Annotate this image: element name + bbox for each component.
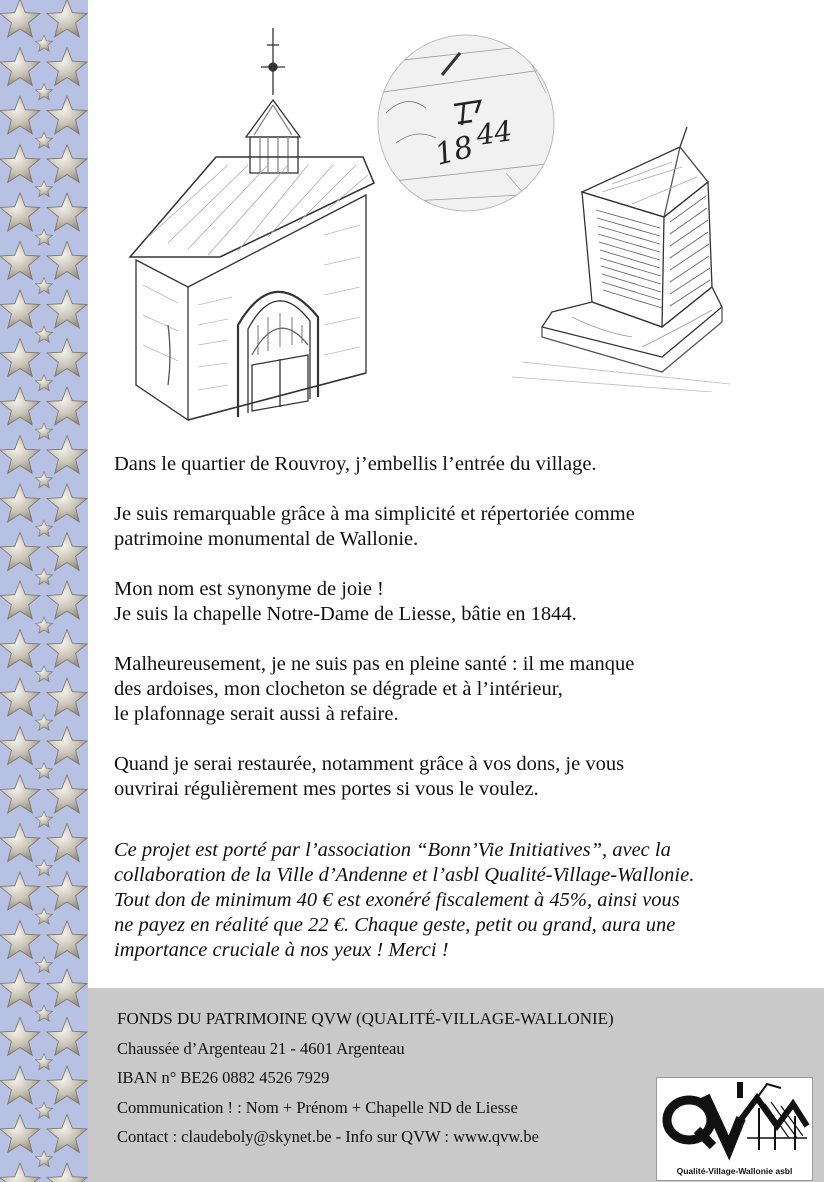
star-icon [35, 1102, 52, 1118]
bell-tower-drawing [512, 122, 730, 392]
footer-title: FONDS DU PATRIMOINE QVW (QUALITÉ-VILLAGE-WALLONIE) [117, 1009, 614, 1028]
star-icon [35, 714, 52, 730]
star-icon [47, 145, 87, 183]
star-icon [0, 0, 40, 37]
star-icon [0, 969, 40, 1007]
paragraph [114, 502, 814, 552]
project-note-line: Tout don de minimum 40 € est exonéré fiscalement à 45%, ainsi vous [114, 889, 680, 911]
star-icon [47, 533, 87, 571]
star-icon [47, 0, 87, 37]
paragraph-line: Dans le quartier de Rouvroy, j’embellis l’entrée du village. [114, 453, 597, 475]
star-icon [35, 811, 52, 827]
footer-iban: IBAN n° BE26 0882 4526 7929 [117, 1068, 330, 1087]
star-icon [35, 472, 52, 488]
star-icon [0, 193, 40, 231]
star-icon [47, 921, 87, 959]
paragraph-line: Malheureusement, je ne suis pas en pleine santé : il me manque [114, 653, 635, 675]
star-icon [0, 1066, 40, 1104]
star-icon [35, 84, 52, 100]
star-icon [0, 436, 40, 474]
star-icon [47, 96, 87, 134]
paragraph-line: des ardoises, mon clocheton se dégrade et à l’intérieur, [114, 678, 563, 700]
star-icon [0, 630, 40, 668]
star-pattern [0, 0, 88, 1182]
star-icon [0, 872, 40, 910]
star-icon [47, 727, 87, 765]
star-icon [47, 872, 87, 910]
star-icon [35, 181, 52, 197]
footer-address: Chaussée d’Argenteau 21 - 4601 Argenteau [117, 1038, 405, 1058]
inscription-year-bottom: 44 [474, 114, 515, 152]
footer-communication: Communication ! : Nom + Prénom + Chapelle ND de Liesse [117, 1097, 518, 1117]
star-icon [47, 630, 87, 668]
star-icon [47, 775, 87, 813]
logo-caption: Qualité-Village-Wallonie asbl [676, 1166, 793, 1176]
star-icon [0, 678, 40, 716]
star-icon [47, 387, 87, 425]
star-icon [0, 921, 40, 959]
star-icon [35, 278, 52, 294]
star-icon [35, 229, 52, 245]
star-icon [47, 1115, 87, 1153]
star-icon [35, 1054, 52, 1070]
project-note-line: collaboration de la Ville d’Andenne et l’asbl Qualité-Village-Wallonie. [114, 864, 695, 886]
project-note-line: Ce projet est porté par l’association “Bonn’Vie Initiatives”, avec la [114, 839, 671, 861]
star-icon [0, 533, 40, 571]
star-icon [35, 35, 52, 51]
project-note-line: importance cruciale à nos yeux ! Merci ! [114, 939, 449, 961]
paragraph [114, 452, 814, 477]
paragraph [114, 577, 814, 627]
star-icon [0, 339, 40, 377]
star-icon [0, 387, 40, 425]
star-icon [47, 193, 87, 231]
star-icon [35, 520, 52, 536]
star-icon [0, 290, 40, 328]
star-icon [35, 617, 52, 633]
star-icon [47, 48, 87, 86]
star-icon [47, 436, 87, 474]
inscription-year-top: 18 [431, 129, 477, 173]
star-icon [47, 824, 87, 862]
paragraph-line: Je suis remarquable grâce à ma simplicité et répertoriée comme [114, 503, 635, 525]
star-icon [35, 666, 52, 682]
body-text [114, 452, 814, 827]
star-icon [35, 326, 52, 342]
paragraph-line: le plafonnage serait aussi à refaire. [114, 703, 399, 725]
star-icon [0, 824, 40, 862]
paragraph-line: Je suis la chapelle Notre-Dame de Liesse, bâtie en 1844. [114, 603, 577, 625]
star-icon [0, 581, 40, 619]
star-icon [0, 96, 40, 134]
star-icon [0, 1163, 40, 1182]
project-note-line: ne payez en réalité que 22 €. Chaque geste, petit ou grand, aura une [114, 914, 676, 936]
star-icon [0, 775, 40, 813]
paragraph-line: patrimoine monumental de Wallonie. [114, 528, 419, 550]
star-icon [35, 908, 52, 924]
star-icon [35, 375, 52, 391]
chapel-drawing [128, 25, 386, 430]
star-icon [0, 1018, 40, 1056]
star-icon [47, 581, 87, 619]
star-icon [0, 242, 40, 280]
star-icon [0, 484, 40, 522]
star-icon [47, 339, 87, 377]
star-icon [35, 763, 52, 779]
paragraph [114, 652, 814, 727]
paragraph-line: Quand je serai restaurée, notamment grâce à vos dons, je vous [114, 753, 625, 775]
star-icon [35, 423, 52, 439]
star-icon [47, 484, 87, 522]
star-icon [35, 860, 52, 876]
star-icon [0, 145, 40, 183]
project-note [114, 838, 824, 963]
star-icon [0, 1115, 40, 1153]
star-icon [47, 969, 87, 1007]
footer-panel [88, 988, 824, 1182]
star-icon [0, 48, 40, 86]
star-icon [0, 727, 40, 765]
star-icon [35, 569, 52, 585]
star-icon [35, 132, 52, 148]
star-icon [47, 290, 87, 328]
star-icon [35, 957, 52, 973]
star-icon [35, 1151, 52, 1167]
qvw-logo [656, 1077, 813, 1181]
star-icon [47, 1066, 87, 1104]
star-icon [47, 242, 87, 280]
star-icon [47, 678, 87, 716]
paragraph-line: Mon nom est synonyme de joie ! [114, 578, 384, 600]
paragraph [114, 752, 814, 802]
star-icon [47, 1163, 87, 1182]
star-icon [35, 1005, 52, 1021]
paragraph-line: ouvrirai régulièrement mes portes si vous le voulez. [114, 778, 539, 800]
star-icon [47, 1018, 87, 1056]
star-strip [0, 0, 88, 1182]
footer-contact: Contact : claudeboly@skynet.be - Info sur QVW : www.qvw.be [117, 1127, 539, 1146]
